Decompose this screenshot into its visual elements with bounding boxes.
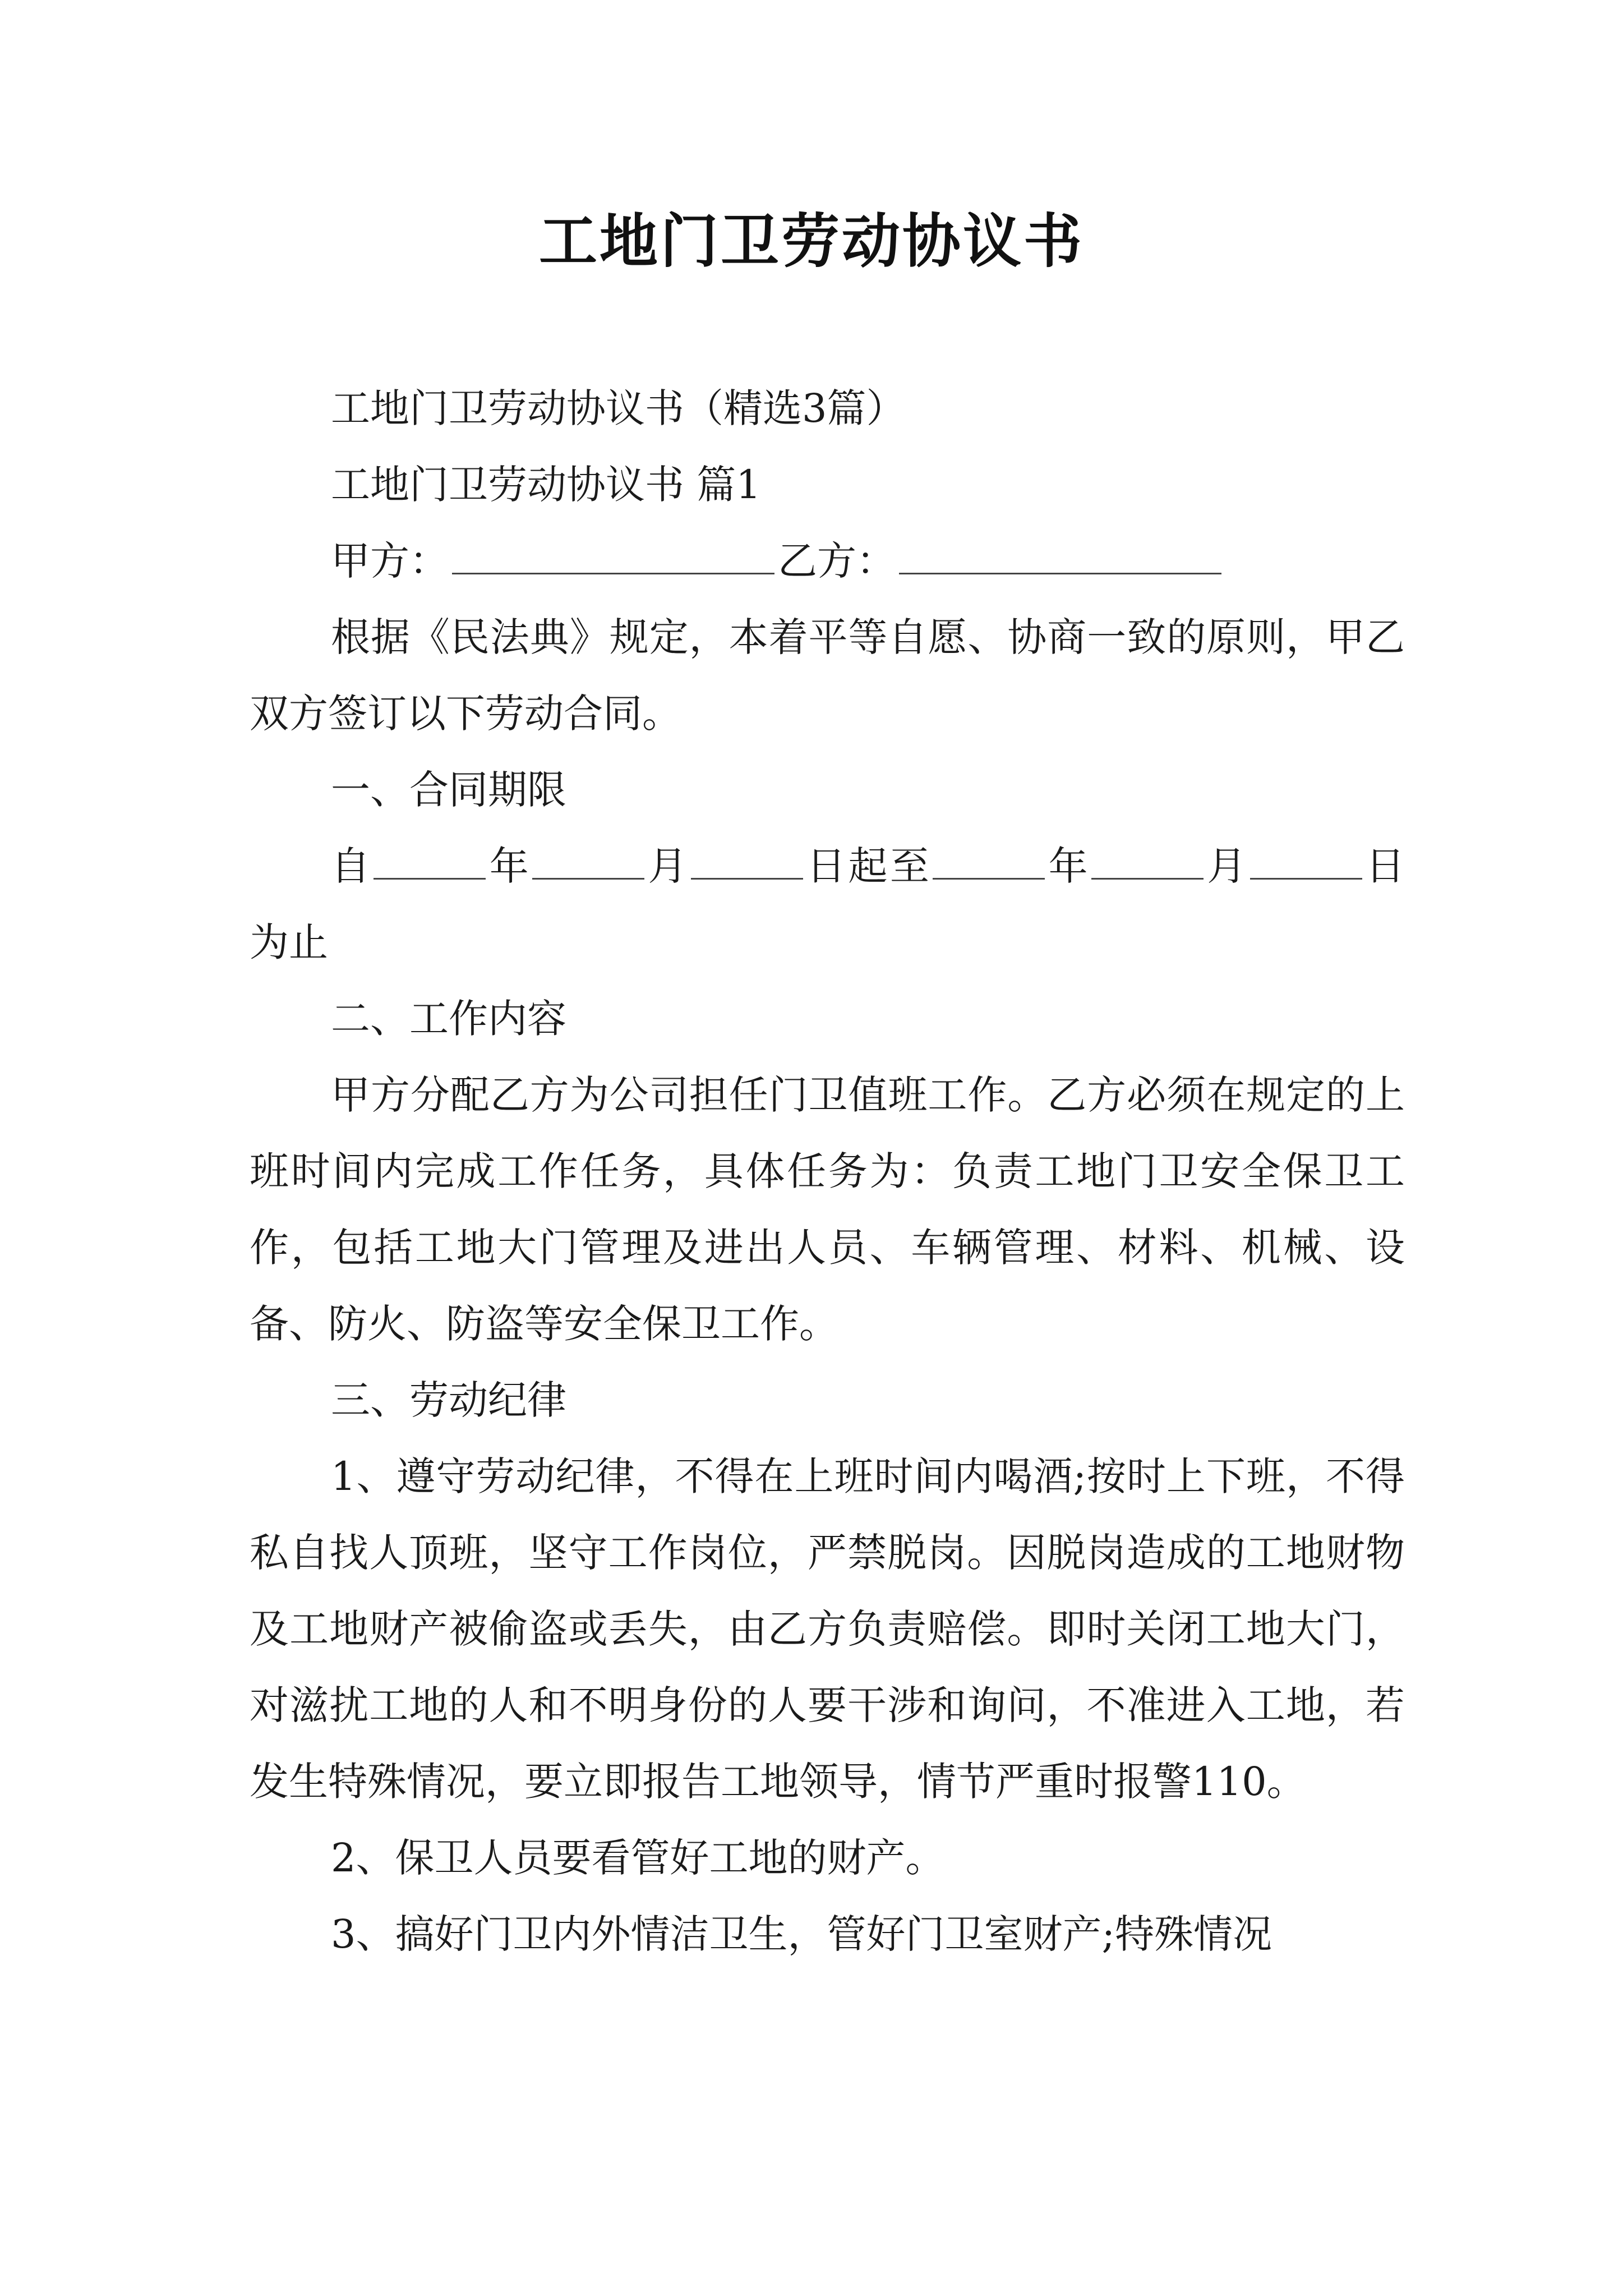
document-title: 工地门卫劳动协议书	[538, 206, 1084, 275]
term-month-1: 月	[645, 843, 690, 889]
term-day-2: 日	[1363, 843, 1405, 889]
term-end: 为止	[250, 919, 328, 965]
term-year-2: 年	[1046, 843, 1090, 889]
term-heading: 一、合同期限	[331, 767, 566, 813]
year-blank-2	[933, 844, 1045, 880]
section-heading: 工地门卫劳动协议书 篇1	[331, 462, 761, 508]
term-year-1: 年	[487, 843, 532, 889]
parties-line	[250, 523, 1405, 599]
day-blank-2	[1250, 844, 1362, 880]
party-b-label: 乙方：	[778, 538, 896, 584]
discipline-item-3: 3、搞好门卫内外情洁卫生，管好门卫室财产;特殊情况	[331, 1911, 1272, 1957]
party-b-blank	[899, 539, 1221, 574]
discipline-heading: 三、劳动纪律	[331, 1377, 566, 1423]
intro-paragraph: 根据《民法典》规定，本着平等自愿、协商一致的原则，甲乙双方签订以下劳动合同。	[250, 614, 1405, 737]
year-blank-1	[374, 844, 486, 880]
month-blank-2	[1091, 844, 1204, 880]
discipline-item-1: 1、遵守劳动纪律，不得在上班时间内喝酒;按时上下班，不得私自找人顶班，坚守工作岗位，严禁脱岗。因脱岗造成的工地财物及工地财产被偷盗或丢失，由乙方负责赔偿。即时关闭工地大门，对滋扰工地的人和不明身份的人要干涉和询问，不准进入工地，若发生特殊情况，要立即报告工地领导，情节严重时报警110。	[250, 1453, 1405, 1805]
term-line	[250, 828, 1405, 981]
term-month-2: 月	[1204, 843, 1249, 889]
work-heading: 二、工作内容	[331, 996, 566, 1042]
day-blank-1	[691, 844, 803, 880]
subtitle-line: 工地门卫劳动协议书（精选3篇）	[331, 385, 906, 431]
month-blank-1	[532, 844, 644, 880]
term-day-1: 日起至	[804, 843, 932, 889]
party-a-blank	[452, 539, 774, 574]
term-from: 自	[331, 843, 373, 889]
party-a-label: 甲方：	[331, 538, 449, 584]
discipline-item-2: 2、保卫人员要看管好工地的财产。	[331, 1835, 945, 1881]
work-content-paragraph: 甲方分配乙方为公司担任门卫值班工作。乙方必须在规定的上班时间内完成工作任务，具体任务为：负责工地门卫安全保卫工作，包括工地大门管理及进出人员、车辆管理、材料、机械、设备、防火、防盗等安全保卫工作。	[250, 1072, 1405, 1347]
document-body	[250, 370, 1405, 1972]
